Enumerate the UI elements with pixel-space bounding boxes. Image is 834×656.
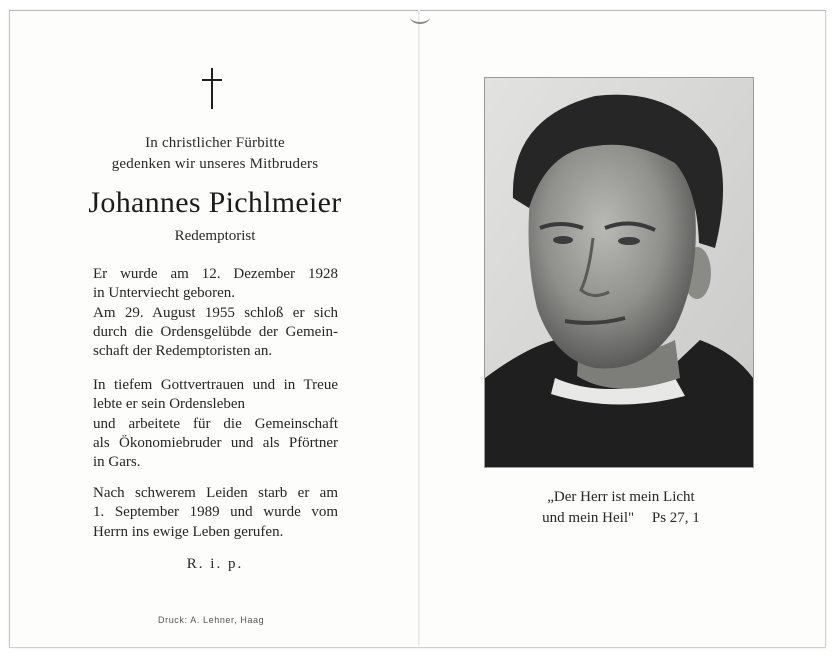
bio-line: In tiefem Gottvertrauen und in Treue (93, 377, 338, 393)
biography-paragraph-3 (93, 484, 338, 542)
quote-line-2 (488, 508, 754, 529)
biography-paragraph-1 (93, 265, 338, 361)
religious-order: Redemptorist (174, 228, 256, 244)
bio-line: Herrn ins ewige Leben gerufen. (93, 523, 284, 540)
portrait-photo (484, 77, 754, 468)
bio-line: lebte er sein Ordensleben (93, 396, 246, 413)
bio-line: Nach schwerem Leiden starb er am (93, 485, 338, 501)
bio-line: und arbeitete für die Gemeinschaft (93, 415, 338, 432)
bio-line: Er wurde am 12. Dezember 1928 (93, 266, 338, 282)
intro-line-1: In christlicher Fürbitte (145, 135, 285, 151)
deceased-name: Johannes Pichlmeier (88, 186, 342, 219)
quote-reference: Ps 27, 1 (651, 510, 700, 526)
bio-line: 1. September 1989 und wurde vom (93, 504, 338, 521)
quote-line-1: „Der Herr ist mein Licht (547, 489, 695, 505)
biography-paragraph-2 (93, 376, 338, 472)
cross-icon (199, 68, 225, 110)
bio-line: Am 29. August 1955 schloß er sich (93, 304, 338, 321)
intro-line-2: gedenken wir unseres Mitbruders (111, 156, 319, 172)
bio-line: durch die Ordensgelübde der Gemein- (93, 323, 338, 340)
printer-credit: Druck: A. Lehner, Haag (158, 615, 265, 625)
quote-text: und mein Heil" (542, 510, 635, 526)
bio-line: in Gars. (93, 454, 141, 471)
bio-line: in Unterviecht geboren. (93, 285, 236, 302)
fold-mark (410, 10, 430, 24)
bio-line: als Ökonomiebruder und als Pförtner (93, 434, 338, 451)
bio-line: schaft der Redemptoristen an. (93, 343, 273, 360)
center-fold (418, 10, 420, 646)
rip-text: R. i. p. (186, 556, 244, 572)
